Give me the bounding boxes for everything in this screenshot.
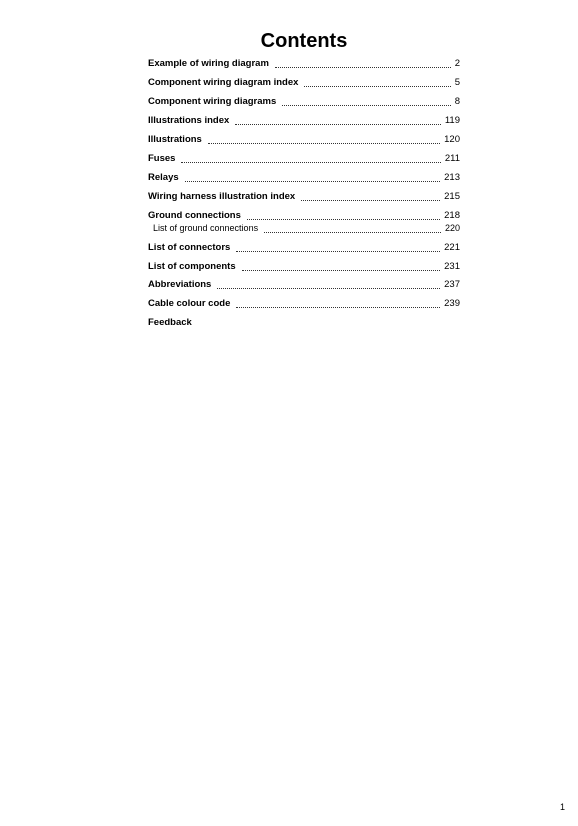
toc-entry-relays[interactable]	[148, 171, 460, 184]
dot-leader	[242, 270, 441, 271]
toc-entry-list-of-components[interactable]	[148, 260, 460, 273]
toc-entry-label: Example of wiring diagram	[148, 58, 269, 69]
toc-entry-page: 120	[444, 134, 460, 145]
toc-entry-label: Feedback	[148, 317, 192, 328]
toc-entry-page: 231	[444, 261, 460, 272]
dot-leader	[181, 162, 440, 163]
toc-entry-page: 5	[454, 77, 460, 88]
toc-entry-page: 8	[454, 96, 460, 107]
dot-leader	[208, 143, 440, 144]
dot-leader	[247, 219, 440, 220]
toc-entry-wiring-harness-illustration-index[interactable]	[148, 190, 460, 203]
toc-entry-page: 215	[444, 191, 460, 202]
toc-entry-component-wiring-diagram-index[interactable]	[148, 76, 460, 89]
toc-entry-page: 221	[444, 242, 460, 253]
toc-entry-label: Fuses	[148, 153, 176, 164]
toc-entry-label: Component wiring diagram index	[148, 77, 299, 88]
dot-leader	[275, 67, 451, 68]
page-title: Contents	[260, 30, 348, 52]
toc-entry-feedback[interactable]	[148, 316, 460, 329]
toc-entry-label: List of components	[148, 261, 236, 272]
toc-entry-label: Ground connections	[148, 210, 241, 221]
dot-leader	[185, 181, 441, 182]
toc-entry-page: 239	[444, 298, 460, 309]
toc-entry-illustrations[interactable]	[148, 133, 460, 146]
dot-leader	[236, 307, 440, 308]
toc-entry-page: 213	[444, 172, 460, 183]
toc-entry-label: Component wiring diagrams	[148, 96, 277, 107]
toc-entry-page: 211	[444, 153, 460, 164]
dot-leader	[282, 105, 450, 106]
toc-entry-cable-colour-code[interactable]	[148, 297, 460, 310]
toc-entry-label: Abbreviations	[148, 279, 212, 290]
toc-entry-example-of-wiring-diagram[interactable]	[148, 57, 460, 70]
toc-entry-label: Relays	[148, 172, 179, 183]
toc-entry-list-of-connectors[interactable]	[148, 241, 460, 254]
toc-entry-page: 220	[444, 223, 460, 233]
toc-entry-component-wiring-diagrams[interactable]	[148, 95, 460, 108]
dot-leader	[236, 251, 440, 252]
toc-entry-label: Wiring harness illustration index	[148, 191, 296, 202]
toc-entry-label: List of ground connections	[153, 223, 259, 233]
dot-leader	[304, 86, 450, 87]
toc-entry-page: 237	[444, 279, 460, 290]
toc-entry-page: 119	[444, 115, 460, 126]
toc-entry-label: Cable colour code	[148, 298, 231, 309]
toc-entry-label: Illustrations	[148, 134, 202, 145]
toc-entry-label: Illustrations index	[148, 115, 230, 126]
toc-entry-ground-connections[interactable]	[148, 209, 460, 222]
page-number: 1	[559, 802, 565, 812]
dot-leader	[264, 232, 441, 233]
toc-entry-page: 218	[444, 210, 460, 221]
toc-entry-page: 2	[454, 58, 460, 69]
toc-entry-abbreviations[interactable]	[148, 278, 460, 291]
toc-entry-list-of-ground-connections[interactable]	[153, 222, 460, 235]
toc-entry-illustrations-index[interactable]	[148, 114, 460, 127]
dot-leader	[235, 124, 441, 125]
toc-entry-fuses[interactable]	[148, 152, 460, 165]
toc-entry-label: List of connectors	[148, 242, 231, 253]
dot-leader	[217, 288, 440, 289]
dot-leader	[301, 200, 440, 201]
